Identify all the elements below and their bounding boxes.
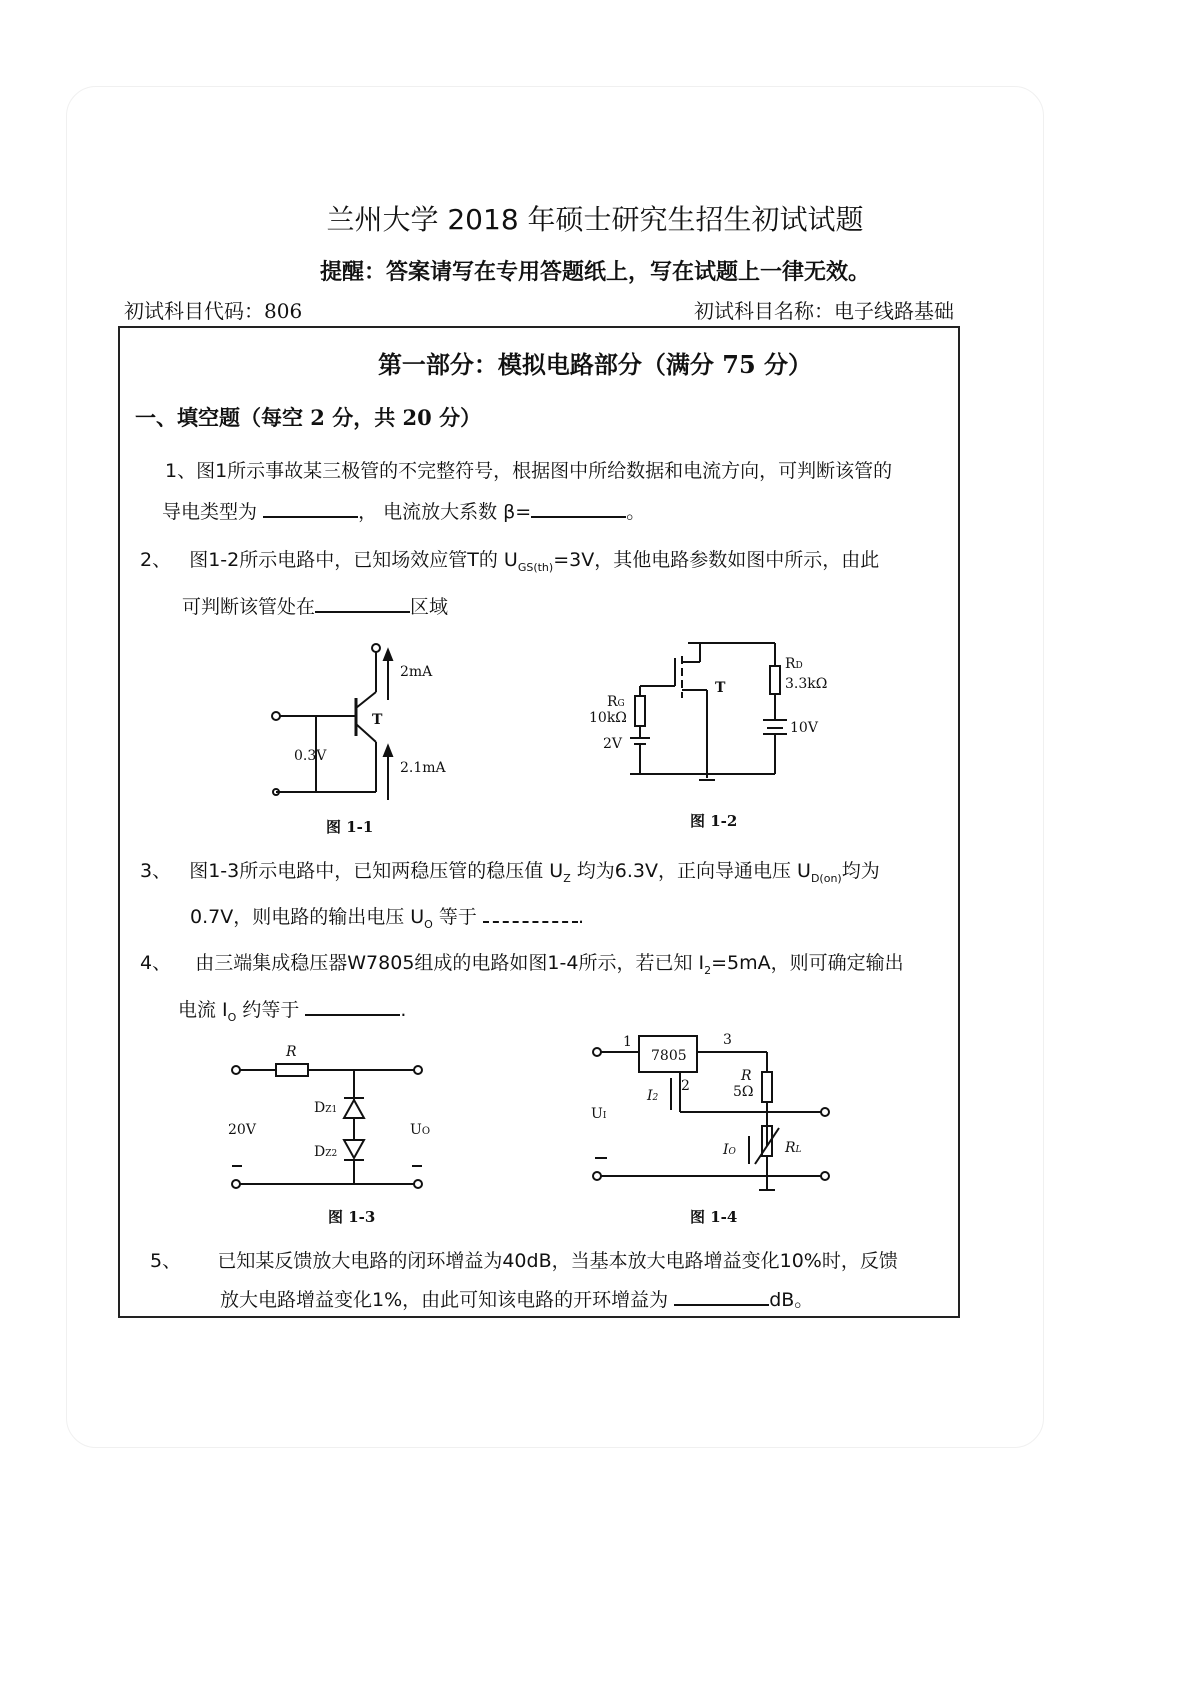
text: 图1-3所示电路中，已知两稳压管的稳压值 U bbox=[189, 860, 564, 882]
label: T bbox=[372, 712, 383, 728]
q4-line1 bbox=[140, 948, 904, 977]
subscript: O bbox=[424, 917, 433, 931]
figure-1-1-bjt bbox=[260, 630, 480, 810]
subject-name: 初试科目名称：电子线路基础 bbox=[694, 299, 954, 323]
label: 2mA bbox=[400, 664, 433, 680]
answer-blank bbox=[305, 996, 400, 1016]
text: =5mA，则可确定输出 bbox=[711, 952, 904, 974]
figure-1-3-caption: 图 1-3 bbox=[328, 1208, 376, 1226]
text: . bbox=[577, 906, 584, 928]
label: 3 bbox=[723, 1032, 732, 1048]
label: L bbox=[795, 1145, 802, 1155]
warning-text: 提醒：答案请写在专用答题纸上，写在试题上一律无效。 bbox=[319, 260, 870, 285]
label: 5Ω bbox=[733, 1084, 754, 1100]
text: 导电类型为 bbox=[162, 501, 258, 523]
q3-line2 bbox=[190, 902, 584, 931]
label: G bbox=[617, 699, 625, 709]
text: 约等于 bbox=[236, 999, 300, 1021]
svg-text:DZ1 bbox=[314, 1100, 337, 1116]
label: T bbox=[715, 680, 726, 696]
label: 0.3V bbox=[294, 748, 327, 764]
text: 已知某反馈放大电路的闭环增益为40dB，当基本放大电路增益变化10%时，反馈 bbox=[217, 1250, 898, 1272]
svg-text:DZ2 bbox=[314, 1144, 337, 1160]
label: 2 bbox=[652, 1093, 659, 1103]
q4-line2 bbox=[178, 995, 406, 1024]
label: D bbox=[314, 1100, 326, 1116]
svg-text:RG bbox=[607, 694, 625, 710]
text: 电流 I bbox=[178, 999, 228, 1021]
label: U bbox=[410, 1122, 422, 1138]
subscript: O bbox=[227, 1010, 237, 1024]
svg-text:I2 bbox=[646, 1088, 659, 1104]
label: D bbox=[795, 661, 803, 671]
subscript: Z bbox=[563, 871, 571, 885]
label: 2.1mA bbox=[400, 760, 446, 776]
label: R bbox=[785, 1140, 796, 1156]
svg-text:UO bbox=[410, 1122, 430, 1138]
subscript: D(on) bbox=[810, 871, 842, 885]
text: ， 电流放大系数 β= bbox=[358, 501, 532, 523]
text: 0.7V，则电路的输出电压 U bbox=[190, 906, 425, 928]
label: 10V bbox=[790, 720, 818, 736]
q-num: 2、 bbox=[140, 549, 172, 571]
figure-1-3-zener bbox=[220, 1040, 440, 1195]
figure-1-4-caption: 图 1-4 bbox=[690, 1208, 738, 1226]
part-title: 第一部分：模拟电路部分（满分 75 分） bbox=[377, 350, 813, 379]
q2-line2 bbox=[182, 592, 448, 619]
text: 。 bbox=[626, 501, 646, 523]
label: 7805 bbox=[651, 1048, 687, 1064]
label: I bbox=[723, 1142, 729, 1158]
text: 均为 bbox=[841, 860, 880, 882]
q1-line2 bbox=[162, 497, 645, 524]
label: 2 bbox=[681, 1078, 690, 1094]
answer-blank bbox=[315, 593, 410, 613]
label: U bbox=[591, 1106, 603, 1122]
text: 区域 bbox=[410, 596, 449, 618]
label: D bbox=[314, 1144, 326, 1160]
figure-1-1-caption: 图 1-1 bbox=[326, 818, 374, 836]
label: R bbox=[741, 1068, 752, 1084]
answer-blank bbox=[263, 498, 358, 518]
answer-blank bbox=[674, 1286, 769, 1306]
label: R bbox=[785, 656, 796, 672]
text: 由三端集成稳压器W7805组成的电路如图1-4所示，若已知 I bbox=[195, 952, 705, 974]
text: 放大电路增益变化1%，由此可知该电路的开环增益为 bbox=[220, 1289, 669, 1311]
answer-blank bbox=[531, 498, 626, 518]
label: 2V bbox=[603, 736, 623, 752]
text: dB。 bbox=[769, 1289, 814, 1311]
label: 1 bbox=[623, 1034, 632, 1050]
section-title: 一、填空题（每空 2 分，共 20 分） bbox=[135, 405, 482, 430]
label: R bbox=[607, 694, 618, 710]
figure-1-2-caption: 图 1-2 bbox=[690, 812, 738, 830]
q1-line1: 1、图1所示事故某三极管的不完整符号，根据图中所给数据和电流方向，可判断该管的 bbox=[165, 460, 893, 482]
label: 10kΩ bbox=[589, 710, 627, 726]
q-num: 3、 bbox=[140, 860, 172, 882]
figure-1-4-regulator bbox=[585, 1030, 845, 1195]
label: 20V bbox=[228, 1122, 256, 1138]
q-num: 4、 bbox=[140, 952, 172, 974]
svg-text:UI bbox=[591, 1106, 607, 1122]
text: 可判断该管处在 bbox=[182, 596, 316, 618]
label: 3.3kΩ bbox=[785, 676, 828, 692]
label: Z1 bbox=[325, 1105, 338, 1115]
subscript: 2 bbox=[704, 963, 712, 977]
label: O bbox=[728, 1147, 736, 1157]
label: R bbox=[286, 1044, 297, 1060]
svg-text:RL bbox=[784, 1140, 802, 1156]
svg-text:RD bbox=[785, 656, 803, 672]
exam-title: 兰州大学 2018 年硕士研究生招生初试试题 bbox=[326, 203, 864, 236]
text: 均为6.3V，正向导通电压 U bbox=[570, 860, 811, 882]
q5-line1 bbox=[150, 1246, 898, 1273]
label: Z2 bbox=[325, 1149, 338, 1159]
q3-line1 bbox=[140, 856, 880, 885]
q-num: 5、 bbox=[150, 1250, 182, 1272]
text: =3V，其他电路参数如图中所示，由此 bbox=[553, 549, 880, 571]
subject-code: 初试科目代码：806 bbox=[124, 299, 303, 323]
q5-line2 bbox=[220, 1285, 813, 1312]
label: O bbox=[421, 1126, 431, 1137]
q2-line1 bbox=[140, 545, 879, 574]
label: I bbox=[602, 1111, 607, 1121]
svg-text:IO bbox=[722, 1142, 737, 1158]
label: I bbox=[647, 1088, 653, 1104]
answer-blank bbox=[483, 903, 578, 923]
text: 等于 bbox=[432, 906, 477, 928]
figure-1-2-mosfet bbox=[585, 640, 845, 790]
text: 图1-2所示电路中，已知场效应管T的 U bbox=[189, 549, 518, 571]
text: . bbox=[400, 999, 407, 1021]
subscript: GS(th) bbox=[517, 560, 554, 574]
